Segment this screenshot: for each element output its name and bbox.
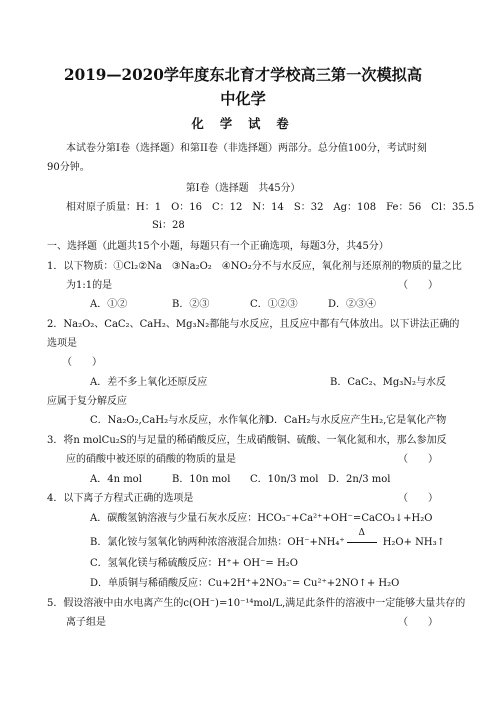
q5-answer-paren: （ ）: [398, 617, 438, 628]
q2-stem-line-1: 2．Na₂O₂、CaC₂、CaH₂、Mg₃N₂都能与水反应，且反应中都有气体放出。以下讲法正确的: [47, 319, 460, 330]
q3-stem-line-2: 应的硝酸中被还原的硝酸的物质的量是: [66, 454, 236, 465]
q1-option-c: C．①②③: [250, 299, 298, 310]
q2-option-b-line-1: B．CaC₂、Mg₃N₂与水反: [330, 377, 447, 388]
q3-option-c: C．10n/3 mol: [250, 474, 319, 485]
exam-subtitle: 化 学 试 卷: [191, 116, 295, 131]
atomic-mass-line-2: Si：28: [152, 220, 185, 231]
q1-option-d: D．②③④: [328, 299, 377, 310]
q2-answer-paren: （ ）: [62, 357, 102, 368]
q4-option-b-left: B．氯化铵与氢氧化钠两种浓溶液混合加热：OH⁻+NH₄⁺: [90, 537, 345, 548]
q2-stem-line-2: 选项是: [47, 338, 77, 349]
q4-option-b: [90, 528, 446, 549]
heat-delta-symbol: Δ: [358, 528, 365, 538]
q1-answer-paren: （ ）: [398, 280, 438, 291]
q2-option-d: D．CaH₂与水反应产生H₂,它是氧化产物: [266, 415, 447, 426]
q1-option-b: B．②③: [172, 299, 210, 310]
q4-stem-line-1: 4．以下离子方程式正确的选项是: [47, 493, 194, 504]
section-heading: 一、选择题（此题共15个小题，每题只有一个正确选项，每题3分，共45分）: [47, 241, 389, 252]
q1-stem-line-2: 为1:1的是: [66, 280, 113, 291]
q3-option-d: D．2n/3 mol: [328, 474, 391, 485]
intro-line-2: 90分钟。: [47, 162, 90, 173]
intro-line-1: 本试卷分第I卷（选择题）和第II卷（非选择题）两部分。总分值100分，考试时刻: [66, 143, 427, 154]
part1-heading: 第I卷（选择题 共45分）: [185, 183, 301, 194]
q5-stem-line-2: 离子组是: [66, 617, 106, 628]
q4-answer-paren: （ ）: [398, 493, 438, 504]
q1-option-a: A．①②: [90, 299, 128, 310]
title-line-1: 2019—2020学年度东北育才学校高三第一次模拟高: [64, 65, 423, 84]
atomic-mass-line-1: 相对原子质量：H：1 O：16 C：12 N：14 S：32 Ag：108 Fe：56 Cl：35.5: [66, 202, 475, 213]
q1-stem-line-1: 1．以下物质：①Cl₂②Na ③Na₂O₂ ④NO₂分不与水反应，氧化剂与还原剂的物质的量之比: [47, 261, 462, 272]
q2-option-a: A．差不多上氧化还原反应: [90, 377, 208, 388]
title-line-2: 中化学: [220, 89, 266, 108]
q4-option-c: C．氢氧化镁与稀硫酸反应：H⁺+ OH⁻= H₂O: [90, 558, 298, 569]
heating-arrow: [345, 528, 379, 549]
q4-option-d: D．单质铜与稀硝酸反应：Cu+2H⁺+2NO₃⁻= Cu²⁺+2NO↑+ H₂O: [90, 578, 400, 589]
q3-stem-line-1: 3．将n molCu₂S的与足量的稀硝酸反应，生成硝酸铜、硫酸、一氧化氮和水，那么参加反: [47, 435, 447, 446]
q2-option-c: C．Na₂O₂,CaH₂与水反应，水作氧化剂: [90, 415, 269, 426]
q5-stem-line-1: 5．假设溶液中由水电离产生的c(OH⁻)=10⁻¹⁴mol/L,满足此条件的溶液中一定能够大量共存的: [47, 598, 466, 609]
q3-option-b: B．10n mol: [172, 474, 231, 485]
q3-option-a: A．4n mol: [90, 474, 142, 485]
q4-option-b-right: H₂O+ NH₃↑: [382, 537, 446, 548]
q3-answer-paren: （ ）: [398, 454, 438, 465]
q4-option-a: A．碳酸氢钠溶液与少量石灰水反应：HCO₃⁻+Ca²⁺+OH⁻=CaCO₃↓+H₂O: [90, 513, 433, 524]
q2-option-b-line-2: 应属于复分解反应: [47, 396, 127, 407]
